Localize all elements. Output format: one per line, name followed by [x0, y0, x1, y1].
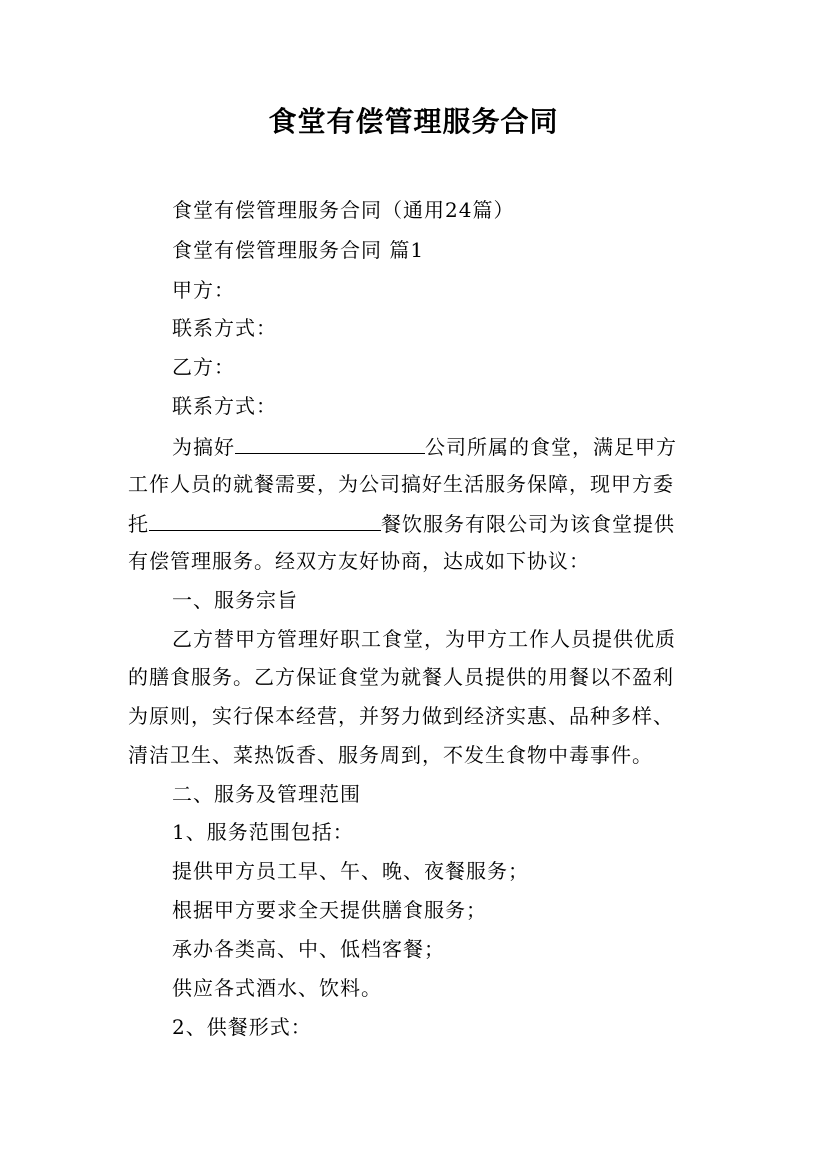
- document-title: 食堂有偿管理服务合同: [268, 105, 559, 138]
- party-a-contact-label: 联系方式：: [172, 316, 277, 340]
- section-heading: 二、服务及管理范围: [172, 782, 361, 806]
- party-b-label: 乙方：: [172, 355, 235, 379]
- list-item: 承办各类高、中、低档客餐；: [172, 937, 445, 961]
- subtitle-line: 食堂有偿管理服务合同（通用24篇）: [172, 198, 515, 222]
- party-b-contact-label: 联系方式：: [172, 394, 277, 418]
- paragraph-line: 为原则，实行保本经营，并努力做到经济实惠、品种多样、: [128, 704, 674, 728]
- fill-in-blank[interactable]: [235, 435, 425, 454]
- subsection-heading: 2、供餐形式：: [172, 1015, 312, 1039]
- paragraph-line: [128, 512, 675, 534]
- subsection-heading: 1、服务范围包括：: [172, 820, 354, 844]
- paragraph-line: 清洁卫生、菜热饭香、服务周到，不发生食物中毒事件。: [128, 743, 653, 767]
- paragraph-line: [172, 435, 677, 457]
- list-item: 提供甲方员工早、午、晚、夜餐服务；: [172, 859, 529, 883]
- paragraph-text: 公司所属的食堂，满足甲方: [425, 435, 677, 459]
- fill-in-blank[interactable]: [149, 512, 381, 531]
- list-item: 根据甲方要求全天提供膳食服务；: [172, 898, 487, 922]
- paragraph-line: 工作人员的就餐需要，为公司搞好生活服务保障，现甲方委: [128, 472, 674, 496]
- list-item: 供应各式酒水、饮料。: [172, 976, 382, 1000]
- paragraph-line: 乙方替甲方管理好职工食堂，为甲方工作人员提供优质: [172, 627, 676, 651]
- paragraph-text: 托: [128, 512, 149, 536]
- section-heading: 一、服务宗旨: [172, 588, 298, 612]
- party-a-label: 甲方：: [172, 278, 235, 302]
- paragraph-line: 的膳食服务。乙方保证食堂为就餐人员提供的用餐以不盈利: [128, 665, 674, 689]
- chapter-line: 食堂有偿管理服务合同 篇1: [172, 238, 425, 262]
- paragraph-text: 餐饮服务有限公司为该食堂提供: [381, 512, 675, 536]
- paragraph-text: 为搞好: [172, 435, 235, 459]
- paragraph-line: 有偿管理服务。经双方友好协商，达成如下协议：: [128, 549, 590, 573]
